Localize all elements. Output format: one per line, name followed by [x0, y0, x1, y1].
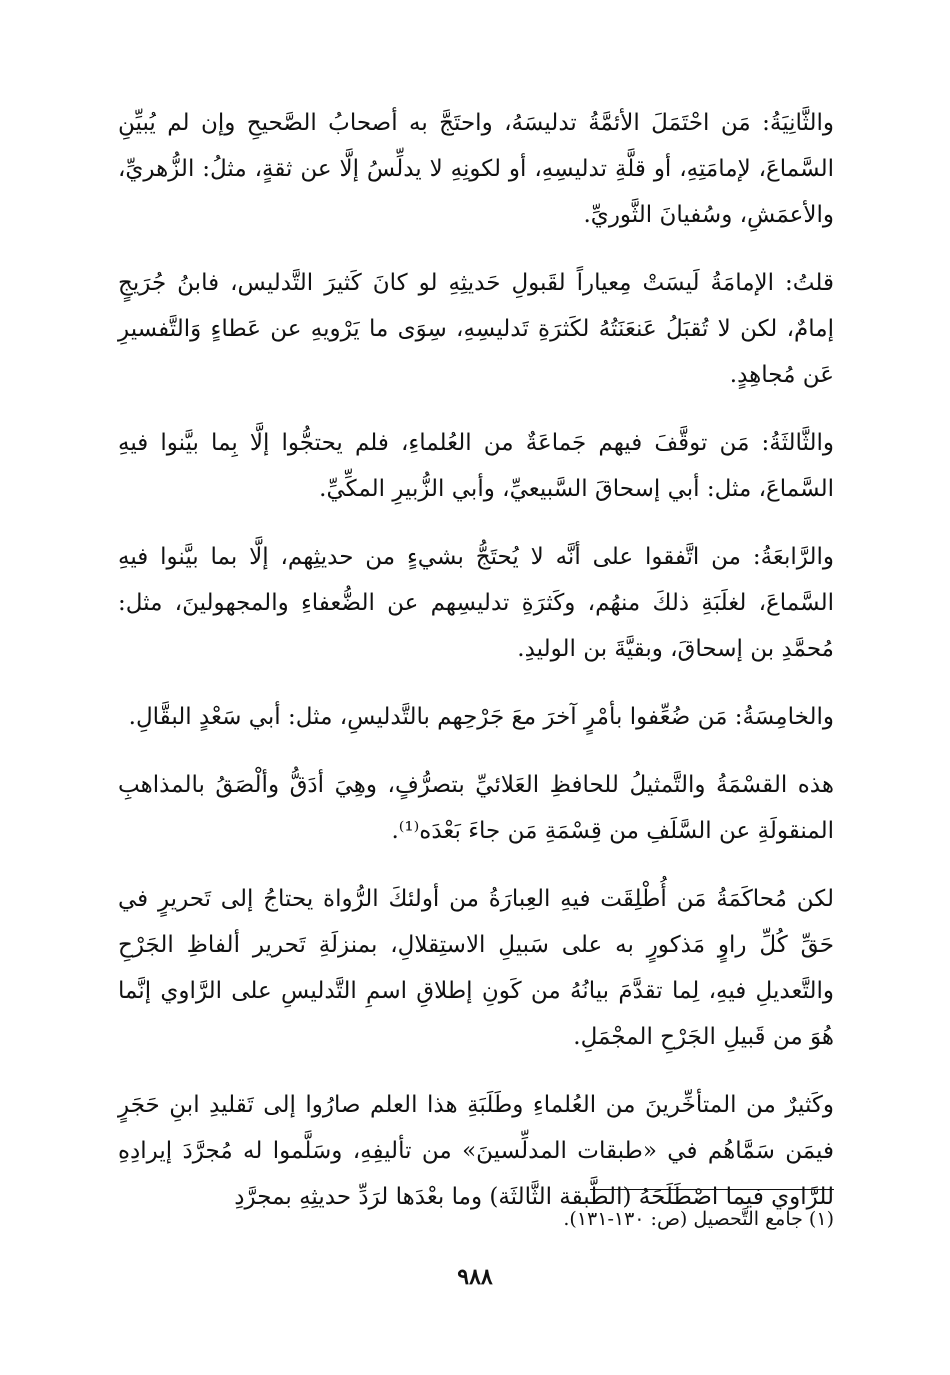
- paragraph-author-comment: قلتُ: الإمامَةُ لَيسَتْ مِعياراً لقَبولِ حَديثِهِ لو كانَ كَثيرَ التَّدليس، فابنُ جُرَيجٍ إمامٌ، لكن لا تُقبَلُ عَنعَنَتُهُ لكَثرَةِ تَدليسِهِ، سِوَى ما يَرْويهِ عن عَطاءٍ وَالتَّفسيرِ عَن مُجاهِدٍ.: [118, 270, 834, 388]
- paragraph-later-scholars: وكَثيرٌ من المتأخِّرينَ من العُلماءِ وطَلَبَةِ هذا العلم صارُوا إلى تَقليدِ ابنِ حَجَرٍ فيمَن سَمَّاهُم في «طبقات المدلِّسينَ» من تأليفِهِ، وسَلَّموا له مُجرَّدَ إيرادِهِ للرَّاوي فيما اصْطَلَحَهُ (الطَّبقة الثَّالثَة) وما بعْدَها لرَدِّ حديثِهِ بمجرَّدِ: [118, 1092, 834, 1210]
- paragraph-third-category: والثَّالثَةُ: مَن توقَّفَ فيهم جَماعَةٌ من العُلماءِ، فلم يحتجُّوا إلَّا بِما بيَّنوا فيهِ السَّماعَ، مثل: أبي إسحاقَ السَّبيعيِّ، وأبي الزُّبيرِ المكِّيِّ.: [118, 430, 834, 502]
- paragraph-classification-note: هذه القسْمَةُ والتَّمثيلُ للحافظِ العَلائيِّ بتصرُّفٍ، وهِيَ أدَقُّ وألْصَقُ بالمذاهبِ المنقولَةِ عن السَّلَفِ من قِسْمَةِ مَن جاءَ بَعْدَه⁽¹⁾.: [118, 772, 834, 844]
- paragraph-fifth-category: والخامِسَةُ: مَن ضُعِّفوا بأمْرٍ آخرَ معَ جَرْحِهم بالتَّدليسِ، مثل: أبي سَعْدٍ البقَّالِ.: [128, 704, 834, 730]
- paragraph-fourth-category: والرَّابعَةُ: من اتَّفقوا على أنَّه لا يُحتَجُّ بشيءٍ من حديثِهم، إلَّا بما بيَّنوا فيهِ السَّماعَ، لغلَبَةِ ذلكَ منهُم، وكَثرَةِ تدليسِهم عن الضُّعفاءِ والمجهولينَ، مثل: مُحمَّدِ بن إسحاقَ، وبقيَّةَ بن الوليدِ.: [118, 544, 834, 662]
- footnote: (١) جامع التَّحصيل (ص: ١٣٠-١٣١).: [563, 1208, 834, 1230]
- page-number: ٩٨٨: [457, 1264, 493, 1290]
- main-text: [118, 100, 834, 1242]
- footnote-divider: [590, 1189, 834, 1190]
- paragraph-judgement: لكن مُحاكَمَةُ مَن أُطْلِقَت فيهِ العِبارَةُ من أولئكَ الرُّواة يحتاجُ إلى تَحريرٍ في حَقِّ كُلِّ راوٍ مَذكورٍ به على سَبيلِ الاستِقلالِ، بمنزلَةِ تَحرير ألفاظِ الجَرْحِ والتَّعديلِ فيهِ، لِما تقدَّمَ بيانُهُ من كَونِ إطلاقِ اسمِ التَّدليسِ على الرَّاوي إنَّما هُوَ من قَبيلِ الجَرْحِ المجْمَلِ.: [118, 886, 834, 1050]
- paragraph-second-category: والثَّانِيَةُ: مَن احْتَمَلَ الأئمَّةُ تدليسَهُ، واحتَجَّ به أصحابُ الصَّحيحِ وإن لم يُبيِّنِ السَّماعَ، لإمامَتِهِ، أو قلَّةِ تدليسِهِ، أو لكونِهِ لا يدلِّسُ إلَّا عن ثقةٍ، مثلُ: الزُّهريِّ، والأعمَشِ، وسُفيانَ الثَّوريِّ.: [118, 110, 834, 228]
